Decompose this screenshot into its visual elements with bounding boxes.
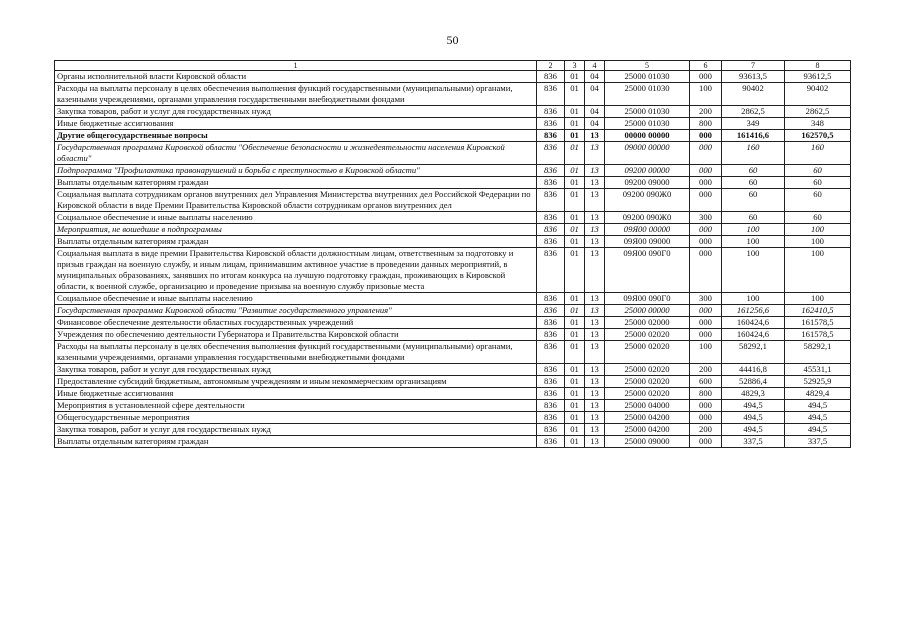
row-name: Предоставление субсидий бюджетным, автономным учреждениям и иным некоммерческим организациям bbox=[55, 376, 537, 388]
table-row bbox=[55, 71, 851, 83]
col-8-cell: 58292,1 bbox=[785, 341, 851, 364]
budget-table bbox=[54, 60, 851, 448]
row-name: Расходы на выплаты персоналу в целях обеспечения выполнения функций государственными (муниципальными) органами, казенными учреждениями, органами управления государственными внебюджетными фондами bbox=[55, 341, 537, 364]
col-3-cell: 01 bbox=[565, 400, 585, 412]
col-3-cell: 01 bbox=[565, 364, 585, 376]
row-name: Социальная выплата в виде премии Правительства Кировской области должностным лицам, ответственным за подготовку и призыв граждан на военную службу, и иным лицам, принимавшим активное участие в проведении данных мероприятий, в муниципальных образованиях, занявших по итогам конкурса на лучшую подготовку граждан, проживающих в Кировской области, к военной службе, организацию и проведение призыва на военную службу призовые места bbox=[55, 248, 537, 293]
col-2-cell: 836 bbox=[537, 71, 565, 83]
row-name: Выплаты отдельным категориям граждан bbox=[55, 236, 537, 248]
col-4-cell: 13 bbox=[585, 305, 605, 317]
col-7-cell: 100 bbox=[722, 293, 785, 305]
col-8-cell: 60 bbox=[785, 177, 851, 189]
col-5-cell: 25000 09000 bbox=[605, 436, 690, 448]
col-8-cell: 45531,1 bbox=[785, 364, 851, 376]
col-8-cell: 337,5 bbox=[785, 436, 851, 448]
table-row bbox=[55, 248, 851, 293]
col-7-cell: 60 bbox=[722, 165, 785, 177]
table-row bbox=[55, 177, 851, 189]
col-7-cell: 60 bbox=[722, 212, 785, 224]
col-6-cell: 600 bbox=[690, 376, 722, 388]
col-6-cell: 000 bbox=[690, 236, 722, 248]
col-5-cell: 25000 01030 bbox=[605, 106, 690, 118]
col-8-cell: 162410,5 bbox=[785, 305, 851, 317]
col-2-cell: 836 bbox=[537, 130, 565, 142]
col-3-cell: 01 bbox=[565, 106, 585, 118]
col-8-cell: 100 bbox=[785, 293, 851, 305]
header-cell-8: 8 bbox=[785, 61, 851, 71]
col-7-cell: 93613,5 bbox=[722, 71, 785, 83]
row-name: Учреждения по обеспечению деятельности Губернатора и Правительства Кировской области bbox=[55, 329, 537, 341]
table-row bbox=[55, 364, 851, 376]
col-2-cell: 836 bbox=[537, 388, 565, 400]
row-name: Общегосударственные мероприятия bbox=[55, 412, 537, 424]
col-7-cell: 337,5 bbox=[722, 436, 785, 448]
col-4-cell: 13 bbox=[585, 341, 605, 364]
row-name: Социальное обеспечение и иные выплаты населению bbox=[55, 293, 537, 305]
col-3-cell: 01 bbox=[565, 224, 585, 236]
col-8-cell: 60 bbox=[785, 212, 851, 224]
col-6-cell: 200 bbox=[690, 106, 722, 118]
row-name: Мероприятия в установленной сфере деятельности bbox=[55, 400, 537, 412]
header-cell-5: 5 bbox=[605, 61, 690, 71]
col-2-cell: 836 bbox=[537, 165, 565, 177]
col-7-cell: 100 bbox=[722, 236, 785, 248]
col-5-cell: 09Я00 00000 bbox=[605, 224, 690, 236]
col-5-cell: 25000 00000 bbox=[605, 305, 690, 317]
col-8-cell: 348 bbox=[785, 118, 851, 130]
col-8-cell: 4829,4 bbox=[785, 388, 851, 400]
row-name: Социальная выплата сотрудникам органов внутренних дел Управления Министерства внутренних дел Российской Федерации по Кировской области в виде Премии Правительства Кировской области сотрудникам органов внутренних дел bbox=[55, 189, 537, 212]
table-row bbox=[55, 424, 851, 436]
row-name: Финансовое обеспечение деятельности областных государственных учреждений bbox=[55, 317, 537, 329]
col-6-cell: 000 bbox=[690, 436, 722, 448]
col-6-cell: 200 bbox=[690, 424, 722, 436]
col-7-cell: 494,5 bbox=[722, 400, 785, 412]
table-row bbox=[55, 142, 851, 165]
col-8-cell: 60 bbox=[785, 165, 851, 177]
col-4-cell: 04 bbox=[585, 83, 605, 106]
col-2-cell: 836 bbox=[537, 224, 565, 236]
col-7-cell: 44416,8 bbox=[722, 364, 785, 376]
col-4-cell: 13 bbox=[585, 177, 605, 189]
col-5-cell: 25000 01030 bbox=[605, 83, 690, 106]
col-3-cell: 01 bbox=[565, 388, 585, 400]
table-row bbox=[55, 412, 851, 424]
row-name: Расходы на выплаты персоналу в целях обеспечения выполнения функций государственными (муниципальными) органами, казенными учреждениями, органами управления государственными внебюджетными фондами bbox=[55, 83, 537, 106]
col-2-cell: 836 bbox=[537, 317, 565, 329]
col-7-cell: 52886,4 bbox=[722, 376, 785, 388]
col-7-cell: 90402 bbox=[722, 83, 785, 106]
col-8-cell: 494,5 bbox=[785, 412, 851, 424]
header-row bbox=[55, 61, 851, 71]
col-5-cell: 09200 00000 bbox=[605, 165, 690, 177]
col-3-cell: 01 bbox=[565, 71, 585, 83]
col-4-cell: 13 bbox=[585, 130, 605, 142]
col-7-cell: 494,5 bbox=[722, 424, 785, 436]
col-5-cell: 09000 00000 bbox=[605, 142, 690, 165]
col-4-cell: 13 bbox=[585, 364, 605, 376]
col-5-cell: 25000 01030 bbox=[605, 71, 690, 83]
col-4-cell: 13 bbox=[585, 424, 605, 436]
col-6-cell: 000 bbox=[690, 412, 722, 424]
col-2-cell: 836 bbox=[537, 329, 565, 341]
table-row bbox=[55, 165, 851, 177]
col-6-cell: 000 bbox=[690, 305, 722, 317]
col-2-cell: 836 bbox=[537, 189, 565, 212]
col-2-cell: 836 bbox=[537, 118, 565, 130]
col-8-cell: 160 bbox=[785, 142, 851, 165]
col-6-cell: 000 bbox=[690, 165, 722, 177]
col-4-cell: 13 bbox=[585, 400, 605, 412]
col-6-cell: 100 bbox=[690, 83, 722, 106]
row-name: Закупка товаров, работ и услуг для государственных нужд bbox=[55, 106, 537, 118]
col-5-cell: 09Я00 090Г0 bbox=[605, 293, 690, 305]
header-cell-7: 7 bbox=[722, 61, 785, 71]
col-4-cell: 13 bbox=[585, 212, 605, 224]
table-row bbox=[55, 436, 851, 448]
row-name: Выплаты отдельным категориям граждан bbox=[55, 177, 537, 189]
col-5-cell: 25000 02020 bbox=[605, 364, 690, 376]
col-3-cell: 01 bbox=[565, 305, 585, 317]
col-6-cell: 000 bbox=[690, 400, 722, 412]
col-4-cell: 13 bbox=[585, 293, 605, 305]
col-6-cell: 000 bbox=[690, 224, 722, 236]
col-3-cell: 01 bbox=[565, 212, 585, 224]
col-2-cell: 836 bbox=[537, 83, 565, 106]
col-4-cell: 13 bbox=[585, 189, 605, 212]
table-row bbox=[55, 130, 851, 142]
row-name: Подпрограмма "Профилактика правонарушений и борьба с преступностью в Кировской области" bbox=[55, 165, 537, 177]
col-3-cell: 01 bbox=[565, 177, 585, 189]
col-6-cell: 200 bbox=[690, 364, 722, 376]
col-8-cell: 52925,9 bbox=[785, 376, 851, 388]
col-2-cell: 836 bbox=[537, 376, 565, 388]
table-row bbox=[55, 106, 851, 118]
col-8-cell: 162570,5 bbox=[785, 130, 851, 142]
col-4-cell: 13 bbox=[585, 376, 605, 388]
col-3-cell: 01 bbox=[565, 341, 585, 364]
col-3-cell: 01 bbox=[565, 165, 585, 177]
col-3-cell: 01 bbox=[565, 130, 585, 142]
col-8-cell: 2862,5 bbox=[785, 106, 851, 118]
col-3-cell: 01 bbox=[565, 436, 585, 448]
table-row bbox=[55, 293, 851, 305]
col-7-cell: 2862,5 bbox=[722, 106, 785, 118]
col-7-cell: 160424,6 bbox=[722, 329, 785, 341]
col-3-cell: 01 bbox=[565, 83, 585, 106]
col-4-cell: 13 bbox=[585, 248, 605, 293]
col-5-cell: 25000 02020 bbox=[605, 376, 690, 388]
col-2-cell: 836 bbox=[537, 248, 565, 293]
table-row bbox=[55, 189, 851, 212]
col-5-cell: 25000 02020 bbox=[605, 388, 690, 400]
header-cell-1: 1 bbox=[55, 61, 537, 71]
table-row bbox=[55, 388, 851, 400]
col-7-cell: 161416,6 bbox=[722, 130, 785, 142]
col-3-cell: 01 bbox=[565, 412, 585, 424]
col-8-cell: 100 bbox=[785, 224, 851, 236]
col-6-cell: 300 bbox=[690, 293, 722, 305]
col-8-cell: 494,5 bbox=[785, 424, 851, 436]
header-cell-2: 2 bbox=[537, 61, 565, 71]
col-5-cell: 25000 04200 bbox=[605, 424, 690, 436]
header-cell-4: 4 bbox=[585, 61, 605, 71]
col-5-cell: 25000 04200 bbox=[605, 412, 690, 424]
table-row bbox=[55, 118, 851, 130]
col-4-cell: 13 bbox=[585, 165, 605, 177]
row-name: Закупка товаров, работ и услуг для государственных нужд bbox=[55, 424, 537, 436]
col-6-cell: 800 bbox=[690, 388, 722, 400]
col-3-cell: 01 bbox=[565, 236, 585, 248]
col-8-cell: 161578,5 bbox=[785, 329, 851, 341]
col-4-cell: 13 bbox=[585, 436, 605, 448]
col-7-cell: 100 bbox=[722, 224, 785, 236]
row-name: Государственная программа Кировской области "Обеспечение безопасности и жизнедеятельности населения Кировской области" bbox=[55, 142, 537, 165]
row-name: Выплаты отдельным категориям граждан bbox=[55, 436, 537, 448]
col-6-cell: 000 bbox=[690, 142, 722, 165]
col-2-cell: 836 bbox=[537, 106, 565, 118]
col-8-cell: 93612,5 bbox=[785, 71, 851, 83]
col-4-cell: 04 bbox=[585, 118, 605, 130]
col-6-cell: 000 bbox=[690, 248, 722, 293]
col-3-cell: 01 bbox=[565, 142, 585, 165]
row-name: Иные бюджетные ассигнования bbox=[55, 388, 537, 400]
row-name: Иные бюджетные ассигнования bbox=[55, 118, 537, 130]
col-6-cell: 000 bbox=[690, 317, 722, 329]
col-7-cell: 349 bbox=[722, 118, 785, 130]
col-7-cell: 58292,1 bbox=[722, 341, 785, 364]
header-cell-3: 3 bbox=[565, 61, 585, 71]
col-7-cell: 160 bbox=[722, 142, 785, 165]
header-cell-6: 6 bbox=[690, 61, 722, 71]
col-5-cell: 09200 090Ж0 bbox=[605, 189, 690, 212]
col-2-cell: 836 bbox=[537, 436, 565, 448]
col-4-cell: 04 bbox=[585, 71, 605, 83]
row-name: Государственная программа Кировской области "Развитие государственного управления" bbox=[55, 305, 537, 317]
table-row bbox=[55, 400, 851, 412]
col-2-cell: 836 bbox=[537, 212, 565, 224]
col-2-cell: 836 bbox=[537, 142, 565, 165]
col-7-cell: 60 bbox=[722, 189, 785, 212]
table-row bbox=[55, 83, 851, 106]
col-8-cell: 494,5 bbox=[785, 400, 851, 412]
col-5-cell: 09200 09000 bbox=[605, 177, 690, 189]
table-row bbox=[55, 329, 851, 341]
col-4-cell: 13 bbox=[585, 412, 605, 424]
col-5-cell: 25000 02000 bbox=[605, 317, 690, 329]
col-4-cell: 13 bbox=[585, 142, 605, 165]
col-2-cell: 836 bbox=[537, 293, 565, 305]
col-6-cell: 000 bbox=[690, 189, 722, 212]
col-3-cell: 01 bbox=[565, 329, 585, 341]
col-8-cell: 100 bbox=[785, 248, 851, 293]
col-3-cell: 01 bbox=[565, 293, 585, 305]
col-4-cell: 13 bbox=[585, 236, 605, 248]
col-5-cell: 09Я00 09000 bbox=[605, 236, 690, 248]
col-5-cell: 00000 00000 bbox=[605, 130, 690, 142]
col-2-cell: 836 bbox=[537, 341, 565, 364]
row-name: Социальное обеспечение и иные выплаты населению bbox=[55, 212, 537, 224]
col-5-cell: 09Я00 090Г0 bbox=[605, 248, 690, 293]
col-7-cell: 494,5 bbox=[722, 412, 785, 424]
table-row bbox=[55, 341, 851, 364]
col-6-cell: 100 bbox=[690, 341, 722, 364]
col-5-cell: 25000 02020 bbox=[605, 341, 690, 364]
col-2-cell: 836 bbox=[537, 424, 565, 436]
col-3-cell: 01 bbox=[565, 248, 585, 293]
col-4-cell: 04 bbox=[585, 106, 605, 118]
table-row bbox=[55, 317, 851, 329]
col-6-cell: 000 bbox=[690, 130, 722, 142]
col-6-cell: 000 bbox=[690, 177, 722, 189]
col-3-cell: 01 bbox=[565, 376, 585, 388]
table-row bbox=[55, 236, 851, 248]
table-row bbox=[55, 376, 851, 388]
col-8-cell: 90402 bbox=[785, 83, 851, 106]
table-row bbox=[55, 212, 851, 224]
col-4-cell: 13 bbox=[585, 388, 605, 400]
col-2-cell: 836 bbox=[537, 236, 565, 248]
col-4-cell: 13 bbox=[585, 317, 605, 329]
col-7-cell: 4829,3 bbox=[722, 388, 785, 400]
col-3-cell: 01 bbox=[565, 424, 585, 436]
col-8-cell: 100 bbox=[785, 236, 851, 248]
col-5-cell: 25000 02020 bbox=[605, 329, 690, 341]
col-4-cell: 13 bbox=[585, 329, 605, 341]
table-row bbox=[55, 305, 851, 317]
col-6-cell: 800 bbox=[690, 118, 722, 130]
row-name: Закупка товаров, работ и услуг для государственных нужд bbox=[55, 364, 537, 376]
col-5-cell: 09200 090Ж0 bbox=[605, 212, 690, 224]
col-7-cell: 60 bbox=[722, 177, 785, 189]
col-3-cell: 01 bbox=[565, 118, 585, 130]
col-7-cell: 100 bbox=[722, 248, 785, 293]
col-2-cell: 836 bbox=[537, 305, 565, 317]
col-8-cell: 161578,5 bbox=[785, 317, 851, 329]
table-row bbox=[55, 224, 851, 236]
col-3-cell: 01 bbox=[565, 189, 585, 212]
col-7-cell: 161256,6 bbox=[722, 305, 785, 317]
col-4-cell: 13 bbox=[585, 224, 605, 236]
page-number: 50 bbox=[446, 33, 459, 47]
col-6-cell: 300 bbox=[690, 212, 722, 224]
col-2-cell: 836 bbox=[537, 400, 565, 412]
col-2-cell: 836 bbox=[537, 177, 565, 189]
col-2-cell: 836 bbox=[537, 412, 565, 424]
col-3-cell: 01 bbox=[565, 317, 585, 329]
col-5-cell: 25000 04000 bbox=[605, 400, 690, 412]
col-7-cell: 160424,6 bbox=[722, 317, 785, 329]
col-2-cell: 836 bbox=[537, 364, 565, 376]
row-name: Органы исполнительной власти Кировской области bbox=[55, 71, 537, 83]
row-name: Другие общегосударственные вопросы bbox=[55, 130, 537, 142]
col-8-cell: 60 bbox=[785, 189, 851, 212]
row-name: Мероприятия, не вошедшие в подпрограммы bbox=[55, 224, 537, 236]
col-6-cell: 000 bbox=[690, 71, 722, 83]
col-5-cell: 25000 01030 bbox=[605, 118, 690, 130]
col-6-cell: 000 bbox=[690, 329, 722, 341]
